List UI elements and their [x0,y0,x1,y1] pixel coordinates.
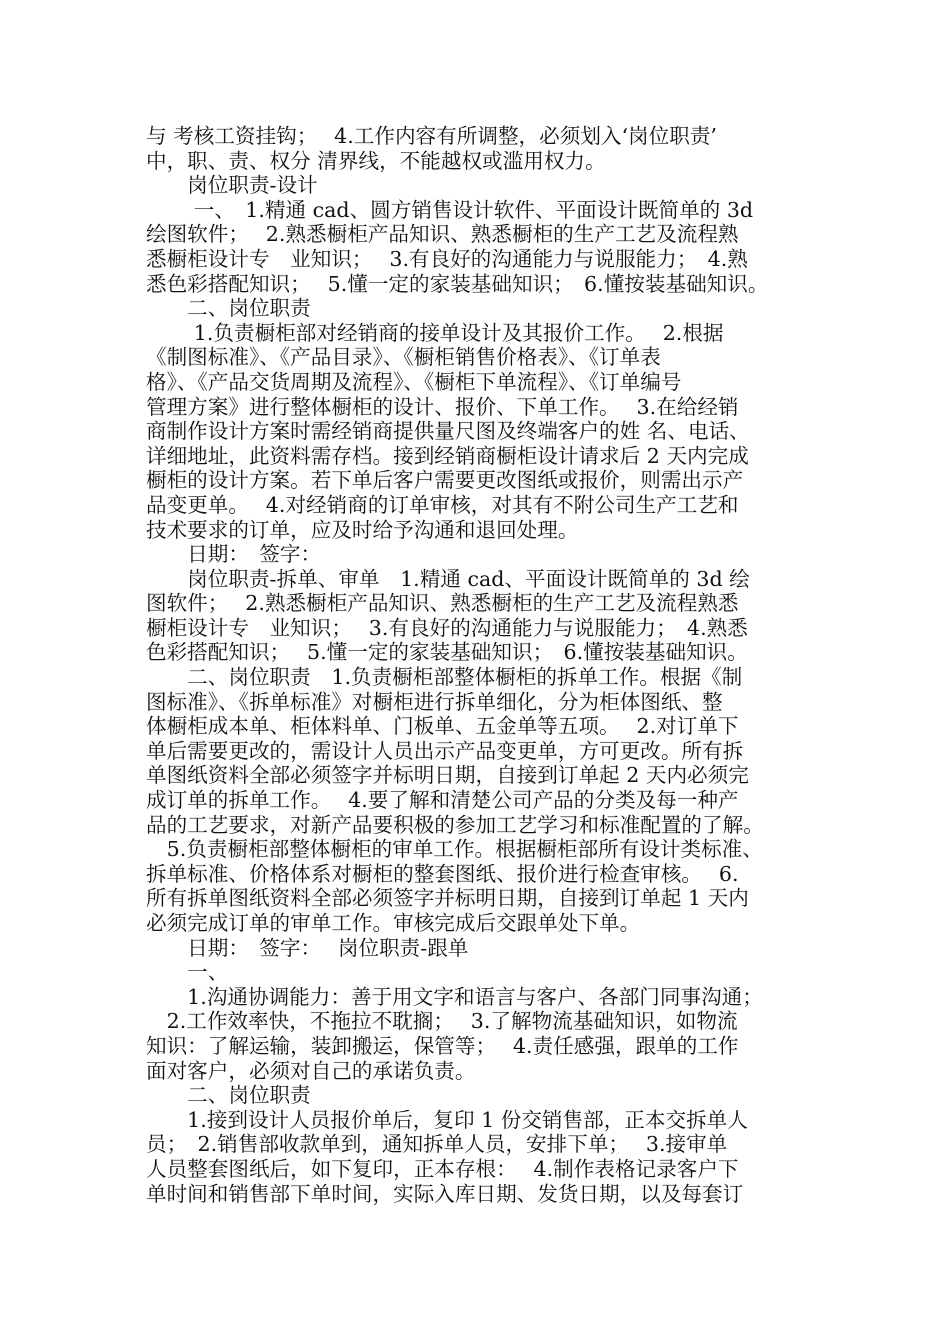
text-line: 岗位职责-设计 [146,173,318,198]
text-line: 所有拆单图纸资料全部必须签字并标明日期，自接到订单起 1 天内 [146,886,749,911]
text-line: 《制图标准》、《产品目录》、《橱柜销售价格表》、《订单表 [146,345,661,370]
text-line: 5.负责橱柜部整体橱柜的审单工作。根据橱柜部所有设计类标准、 [146,837,763,862]
text-line: 详细地址，此资料需存档。接到经销商橱柜设计请求后 2 天内完成 [146,443,749,468]
text-line: 日期： 签字： 岗位职责-跟单 [146,935,469,960]
text-line: 二、岗位职责 [146,296,311,321]
text-line: 单时间和销售部下单时间，实际入库日期、发货日期，以及每套订 [146,1181,744,1206]
document-body [146,124,822,1206]
text-line: 中，职、责、权分 清界线，不能越权或滥用权力。 [146,148,606,173]
text-line: 体橱柜成本单、柜体料单、门板单、五金单等五项。 2.对订单下 [146,714,739,739]
text-line: 单图纸资料全部必须签字并标明日期，自接到订单起 2 天内必须完 [146,763,749,788]
text-line: 格》、《产品交货周期及流程》、《橱柜下单流程》、《订单编号 [146,369,682,394]
text-line: 品变更单。 4.对经销商的订单审核，对其有不附公司生产工艺和 [146,492,739,517]
text-line: 面对客户，必须对自己的承诺负责。 [146,1058,476,1083]
text-line: 1.沟通协调能力：善于用文字和语言与客户、各部门同事沟通； [146,984,763,1009]
text-line: 员； 2.销售部收款单到，通知拆单人员，安排下单； 3.接审单 [146,1132,728,1157]
text-line: 必须完成订单的审单工作。审核完成后交跟单处下单。 [146,911,641,935]
text-line: 管理方案》进行整体橱柜的设计、报价、下单工作。 3.在给经销 [146,394,739,419]
text-line: 拆单标准、价格体系对橱柜的整套图纸、报价进行检查审核。 6. [146,861,739,886]
text-line: 日期： 签字： [146,542,322,567]
text-line: 人员整套图纸后，如下复印，正本存根： 4.制作表格记录客户下 [146,1156,739,1181]
text-line: 绘图软件； 2.熟悉橱柜产品知识、熟悉橱柜的生产工艺及流程熟 [146,222,739,247]
text-line: 二、岗位职责 [146,1083,311,1108]
text-line: 与 考核工资挂钩； 4.工作内容有所调整，必须划入‘岗位职责’ [146,124,717,148]
text-line: 一、 1.精通 cad、圆方销售设计软件、平面设计既简单的 3d [146,197,754,222]
text-line: 悉橱柜设计专 业知识； 3.有良好的沟通能力与说服能力； 4.熟 [146,246,748,271]
text-line: 二、岗位职责 1.负责橱柜部整体橱柜的拆单工作。根据《制 [146,665,743,690]
text-line: 2.工作效率快，不拖拉不耽搁； 3.了解物流基础知识，如物流 [146,1009,738,1034]
text-line: 技术要求的订单，应及时给予沟通和退回处理。 [146,517,579,542]
text-line: 知识：了解运输，装卸搬运，保管等； 4.责任感强，跟单的工作 [146,1033,739,1058]
text-line: 岗位职责-拆单、审单 1.精通 cad、平面设计既简单的 3d 绘 [146,566,750,591]
text-line: 1.接到设计人员报价单后，复印 1 份交销售部，正本交拆单人 [146,1107,748,1132]
text-line: 橱柜的设计方案。若下单后客户需要更改图纸或报价，则需出示产 [146,468,744,493]
text-line: 图软件； 2.熟悉橱柜产品知识、熟悉橱柜的生产工艺及流程熟悉 [146,591,739,616]
text-line: 1.负责橱柜部对经销商的接单设计及其报价工作。 2.根据 [146,320,724,345]
text-line: 单后需要更改的，需设计人员出示产品变更单，方可更改。所有拆 [146,738,744,763]
text-line: 品的工艺要求，对新产品要积极的参加工艺学习和标准配置的了解。 [146,812,764,837]
text-line: 一、 [146,960,229,985]
text-line: 图标准》、《拆单标准》对橱柜进行拆单细化，分为柜体图纸、整 [146,689,723,714]
text-line: 悉色彩搭配知识； 5.懂一定的家装基础知识； 6.懂按装基础知识。 [146,271,769,296]
text-line: 橱柜设计专 业知识； 3.有良好的沟通能力与说服能力； 4.熟悉 [146,615,748,640]
text-line: 色彩搭配知识； 5.懂一定的家装基础知识； 6.懂按装基础知识。 [146,640,748,665]
text-line: 商制作设计方案时需经销商提供量尺图及终端客户的姓 名、电话、 [146,419,750,444]
text-line: 成订单的拆单工作。 4.要了解和清楚公司产品的分类及每一种产 [146,788,739,813]
